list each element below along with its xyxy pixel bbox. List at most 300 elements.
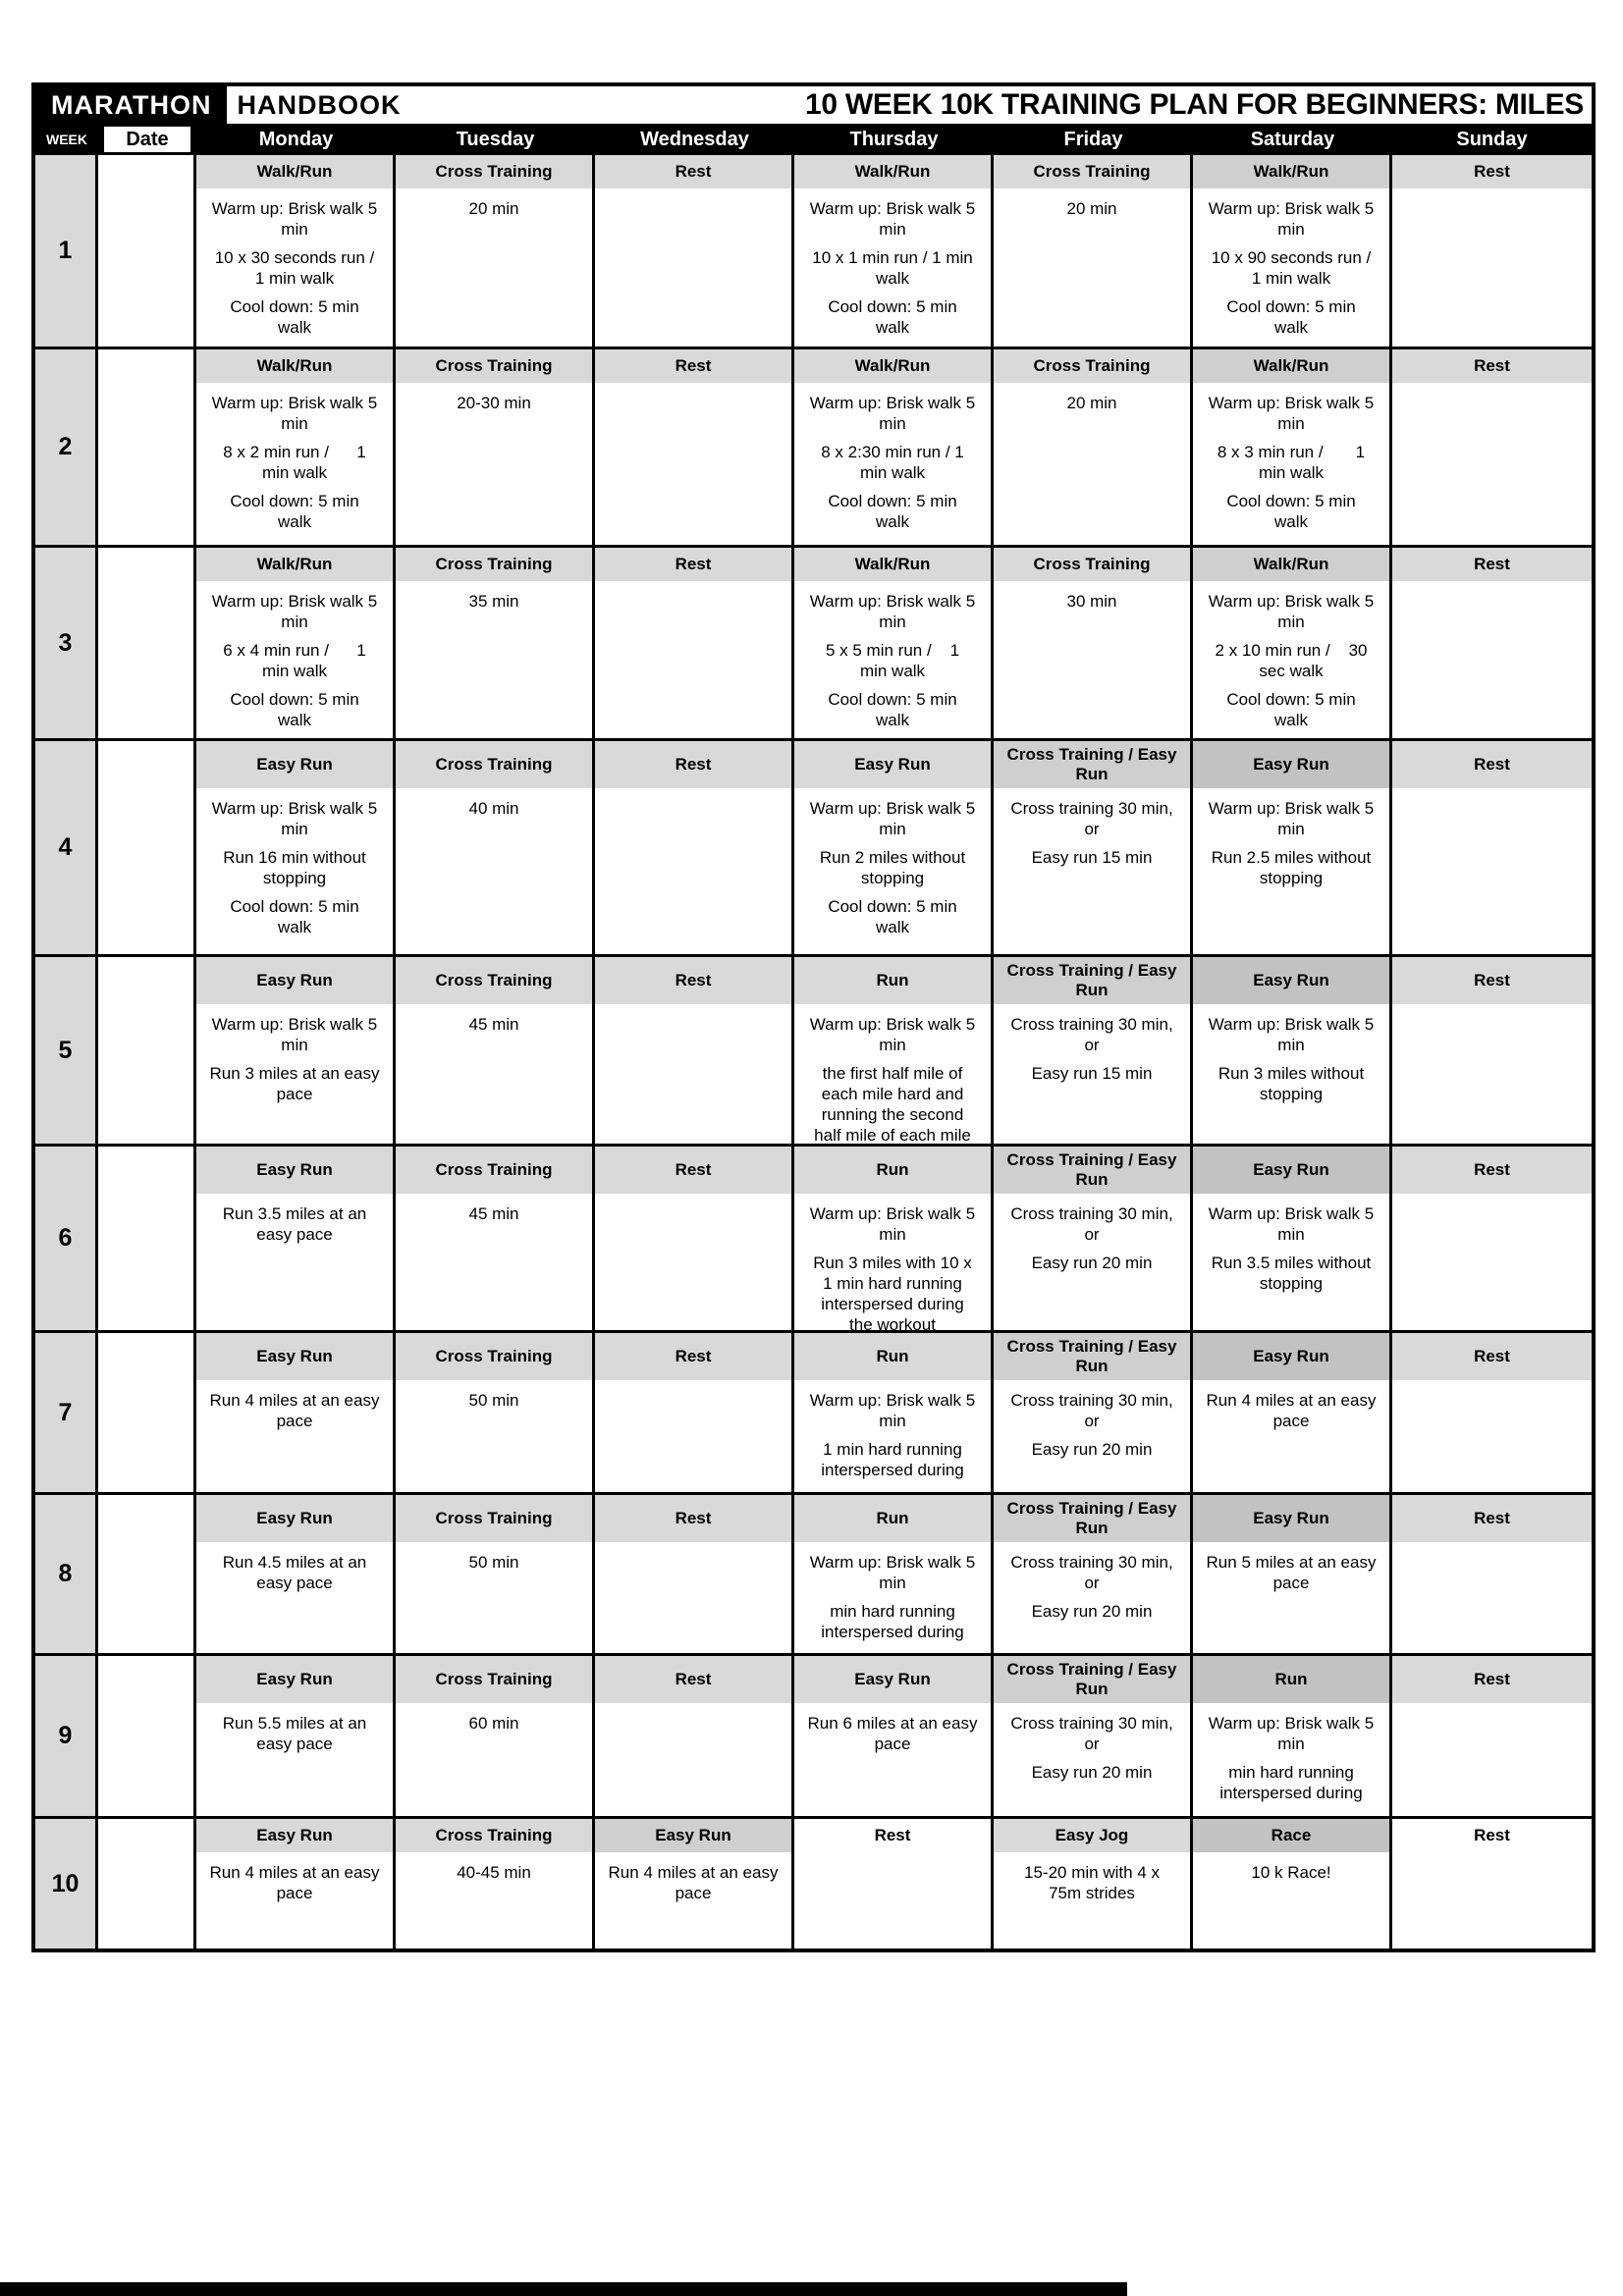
workout-line: min bbox=[879, 1574, 906, 1592]
date-label-box: Date bbox=[104, 127, 190, 152]
day-type-header: Easy Run bbox=[1193, 1495, 1389, 1542]
column-header-date bbox=[98, 127, 196, 152]
workout-line: walk bbox=[277, 918, 311, 936]
workout-line: 30 min bbox=[1066, 592, 1117, 611]
workout-paragraph bbox=[201, 1390, 388, 1431]
day-type-header: Cross Training / Easy Run bbox=[994, 1147, 1190, 1194]
workout-line: min hard running bbox=[1228, 1763, 1354, 1782]
day-type-header: Cross Training bbox=[994, 155, 1190, 188]
day-type-header: Walk/Run bbox=[1193, 349, 1389, 383]
workout-paragraph bbox=[401, 591, 587, 612]
day-cell-sunday bbox=[1392, 1147, 1592, 1330]
workout-paragraph bbox=[799, 1203, 986, 1245]
workout-paragraph bbox=[201, 640, 388, 681]
day-cell-saturday bbox=[1193, 1333, 1392, 1492]
day-cell-wednesday bbox=[595, 1147, 794, 1330]
logo-handbook: HANDBOOK bbox=[237, 89, 402, 120]
day-cell-monday bbox=[196, 349, 396, 545]
workout-line: min bbox=[879, 1412, 906, 1430]
day-type-header: Easy Run bbox=[1193, 957, 1389, 1004]
workout-line: easy pace bbox=[256, 1574, 333, 1592]
workout-line: Run 2 miles without bbox=[819, 848, 966, 867]
workout-line: min bbox=[879, 1225, 906, 1244]
day-type-header: Rest bbox=[1392, 1495, 1592, 1542]
workout-paragraph bbox=[1198, 1203, 1384, 1245]
workout-line: interspersed during bbox=[821, 1295, 964, 1313]
day-cell-sunday bbox=[1392, 1819, 1592, 1949]
workout-line: 1 min hard running bbox=[823, 1274, 962, 1293]
workout-line: Warm up: Brisk walk 5 bbox=[1208, 592, 1375, 611]
day-cell-tuesday bbox=[396, 1333, 595, 1492]
page-bottom-bar bbox=[0, 2282, 1127, 2296]
day-type-header: Run bbox=[794, 957, 991, 1004]
workout-content bbox=[1193, 788, 1389, 896]
workout-line: interspersed during bbox=[821, 1623, 964, 1641]
date-cell bbox=[98, 1495, 196, 1653]
workout-line: the workout bbox=[849, 1315, 936, 1330]
workout-line: min walk bbox=[261, 662, 328, 680]
workout-paragraph bbox=[1198, 1014, 1384, 1055]
workout-paragraph bbox=[999, 798, 1185, 839]
workout-paragraph bbox=[1198, 1713, 1384, 1754]
workout-content bbox=[196, 1004, 393, 1112]
workout-line: 10 k Race! bbox=[1251, 1863, 1331, 1882]
workout-line: min walk bbox=[859, 463, 926, 482]
day-type-header: Walk/Run bbox=[196, 155, 393, 188]
workout-line: Cool down: 5 min bbox=[828, 897, 957, 916]
workout-line: walk bbox=[1273, 318, 1308, 337]
workout-content bbox=[994, 1542, 1190, 1629]
day-type-header: Rest bbox=[595, 957, 791, 1004]
workout-line: Run 3.5 miles without bbox=[1211, 1254, 1372, 1272]
workout-content bbox=[396, 188, 592, 227]
workout-content bbox=[1193, 581, 1389, 738]
workout-line: Easy run 20 min bbox=[1031, 1602, 1153, 1621]
workout-paragraph bbox=[799, 591, 986, 632]
workout-line: min bbox=[281, 820, 308, 838]
workout-line: min bbox=[879, 820, 906, 838]
workout-paragraph bbox=[401, 198, 587, 219]
workout-paragraph bbox=[799, 393, 986, 434]
column-header-week: WEEK bbox=[46, 132, 87, 147]
day-cell-wednesday bbox=[595, 1819, 794, 1949]
workout-paragraph bbox=[201, 896, 388, 937]
workout-line: Cool down: 5 min bbox=[828, 690, 957, 709]
workout-content bbox=[1193, 1380, 1389, 1439]
day-cell-monday bbox=[196, 1495, 396, 1653]
day-type-header: Rest bbox=[1392, 1819, 1592, 1852]
workout-line: walk bbox=[277, 711, 311, 729]
workout-line: min bbox=[1277, 1225, 1305, 1244]
workout-line: 5 x 5 min run / 1 bbox=[825, 641, 960, 660]
workout-line: Warm up: Brisk walk 5 bbox=[211, 199, 378, 218]
day-type-header: Rest bbox=[1392, 349, 1592, 383]
workout-line: 10 x 1 min run / 1 min bbox=[812, 248, 973, 267]
workout-content bbox=[595, 1542, 791, 1544]
day-type-header: Walk/Run bbox=[794, 349, 991, 383]
day-type-header: Walk/Run bbox=[794, 155, 991, 188]
workout-paragraph bbox=[799, 798, 986, 839]
workout-content bbox=[196, 1380, 393, 1439]
day-type-header: Race bbox=[1193, 1819, 1389, 1852]
workout-line: Run 4 miles at an easy bbox=[209, 1863, 380, 1882]
workout-line: min bbox=[879, 1036, 906, 1054]
workout-line: sec walk bbox=[1259, 662, 1324, 680]
day-type-header: Rest bbox=[595, 1147, 791, 1194]
workout-paragraph bbox=[201, 1713, 388, 1754]
workout-line: Cross training 30 min, bbox=[1010, 1015, 1173, 1034]
day-cell-monday bbox=[196, 741, 396, 954]
workout-paragraph bbox=[201, 798, 388, 839]
workout-paragraph bbox=[401, 1203, 587, 1224]
workout-content bbox=[196, 788, 393, 945]
workout-content bbox=[595, 788, 791, 790]
workout-line: min bbox=[281, 220, 308, 239]
workout-line: Warm up: Brisk walk 5 bbox=[1208, 199, 1375, 218]
workout-line: 8 x 2 min run / 1 bbox=[223, 443, 366, 461]
workout-paragraph bbox=[1198, 296, 1384, 338]
day-cell-sunday bbox=[1392, 957, 1592, 1144]
workout-line: 50 min bbox=[468, 1553, 519, 1572]
workout-line: Run 6 miles at an easy bbox=[807, 1714, 978, 1733]
workout-line: min hard running bbox=[830, 1602, 955, 1621]
workout-line: Cool down: 5 min bbox=[828, 492, 957, 510]
workout-line: Easy run 20 min bbox=[1031, 1254, 1153, 1272]
day-cell-monday bbox=[196, 957, 396, 1144]
day-cell-sunday bbox=[1392, 741, 1592, 954]
workout-line: Warm up: Brisk walk 5 bbox=[809, 1553, 976, 1572]
column-header-wednesday: Wednesday bbox=[640, 128, 749, 150]
workout-paragraph bbox=[401, 798, 587, 819]
day-cell-sunday bbox=[1392, 1495, 1592, 1653]
day-type-header: Cross Training bbox=[396, 548, 592, 581]
workout-paragraph bbox=[999, 591, 1185, 612]
workout-paragraph bbox=[1198, 198, 1384, 240]
workout-content bbox=[994, 1004, 1190, 1092]
week-row bbox=[35, 349, 1592, 548]
week-row bbox=[35, 957, 1592, 1147]
workout-paragraph bbox=[999, 1552, 1185, 1593]
day-type-header: Rest bbox=[595, 1656, 791, 1703]
date-cell bbox=[98, 1819, 196, 1949]
day-type-header: Walk/Run bbox=[1193, 548, 1389, 581]
day-cell-saturday bbox=[1193, 957, 1392, 1144]
workout-content bbox=[595, 1194, 791, 1196]
column-header-sunday: Sunday bbox=[1456, 128, 1528, 150]
workout-paragraph bbox=[201, 393, 388, 434]
week-row bbox=[35, 1495, 1592, 1656]
workout-line: Run 16 min without bbox=[223, 848, 366, 867]
workout-paragraph bbox=[201, 591, 388, 632]
day-cell-friday bbox=[994, 1819, 1193, 1949]
day-type-header: Cross Training / Easy Run bbox=[994, 1333, 1190, 1380]
day-type-header: Run bbox=[794, 1147, 991, 1194]
day-cell-monday bbox=[196, 1819, 396, 1949]
week-row bbox=[35, 741, 1592, 957]
workout-content bbox=[595, 188, 791, 190]
workout-paragraph bbox=[1198, 1762, 1384, 1803]
workout-line: walk bbox=[875, 918, 909, 936]
day-cell-thursday bbox=[794, 741, 994, 954]
day-cell-monday bbox=[196, 1147, 396, 1330]
week-number-cell: 6 bbox=[35, 1147, 98, 1330]
workout-paragraph bbox=[999, 1390, 1185, 1431]
workout-line: pace bbox=[276, 1884, 313, 1902]
workout-content bbox=[396, 1852, 592, 1891]
workout-content bbox=[1193, 1852, 1389, 1891]
day-type-header: Easy Run bbox=[196, 1656, 393, 1703]
workout-line: walk bbox=[875, 269, 909, 288]
workout-line: stopping bbox=[860, 869, 925, 887]
workout-content bbox=[196, 1194, 393, 1253]
workout-paragraph bbox=[1198, 247, 1384, 289]
workout-line: 8 x 2:30 min run / 1 bbox=[821, 443, 964, 461]
workout-content bbox=[794, 1542, 991, 1650]
day-cell-sunday bbox=[1392, 1656, 1592, 1816]
workout-content bbox=[794, 1004, 991, 1144]
workout-line: Warm up: Brisk walk 5 bbox=[1208, 1204, 1375, 1223]
day-cell-thursday bbox=[794, 155, 994, 347]
workout-content bbox=[1392, 383, 1592, 385]
day-cell-saturday bbox=[1193, 1495, 1392, 1653]
workout-content bbox=[396, 581, 592, 619]
workout-paragraph bbox=[1198, 393, 1384, 434]
workout-line: Cool down: 5 min bbox=[1226, 690, 1356, 709]
workout-line: stopping bbox=[1259, 869, 1324, 887]
workout-line: 40-45 min bbox=[457, 1863, 531, 1882]
workout-content bbox=[794, 1703, 991, 1762]
day-type-header: Easy Jog bbox=[994, 1819, 1190, 1852]
workout-content bbox=[595, 1852, 791, 1911]
day-type-header: Cross Training bbox=[396, 1147, 592, 1194]
day-type-header: Rest bbox=[1392, 957, 1592, 1004]
workout-content bbox=[1392, 1380, 1592, 1382]
workout-content bbox=[1193, 188, 1389, 346]
workout-line: Warm up: Brisk walk 5 bbox=[211, 799, 378, 818]
day-cell-tuesday bbox=[396, 1819, 595, 1949]
day-cell-wednesday bbox=[595, 1495, 794, 1653]
workout-line: half mile of each mile bbox=[814, 1126, 971, 1144]
workout-content bbox=[994, 1194, 1190, 1281]
workout-content bbox=[196, 581, 393, 738]
date-cell bbox=[98, 1147, 196, 1330]
workout-line: interspersed during bbox=[821, 1461, 964, 1479]
workout-line: min bbox=[281, 414, 308, 433]
workout-paragraph bbox=[401, 1390, 587, 1411]
column-header-friday: Friday bbox=[1063, 128, 1123, 150]
workout-paragraph bbox=[999, 1601, 1185, 1622]
workout-paragraph bbox=[1198, 491, 1384, 532]
workout-line: min bbox=[281, 1036, 308, 1054]
day-type-header: Cross Training bbox=[994, 349, 1190, 383]
workout-line: min bbox=[879, 414, 906, 433]
workout-line: Cross training 30 min, bbox=[1010, 799, 1173, 818]
day-cell-sunday bbox=[1392, 349, 1592, 545]
workout-line: walk bbox=[277, 318, 311, 337]
day-type-header: Cross Training bbox=[994, 548, 1190, 581]
workout-line: pace bbox=[675, 1884, 712, 1902]
workout-content bbox=[994, 581, 1190, 619]
workout-paragraph bbox=[999, 198, 1185, 219]
training-plan-table bbox=[31, 82, 1596, 1952]
date-cell bbox=[98, 1656, 196, 1816]
workout-content bbox=[994, 188, 1190, 227]
workout-line: 20 min bbox=[1066, 394, 1117, 412]
workout-paragraph bbox=[799, 247, 986, 289]
workout-content bbox=[1392, 1004, 1592, 1006]
day-type-header: Rest bbox=[595, 349, 791, 383]
day-cell-friday bbox=[994, 1656, 1193, 1816]
week-row bbox=[35, 1656, 1592, 1819]
workout-paragraph bbox=[1198, 1063, 1384, 1104]
workout-line: walk bbox=[277, 512, 311, 531]
workout-line: or bbox=[1084, 1036, 1100, 1054]
day-cell-saturday bbox=[1193, 1656, 1392, 1816]
workout-content bbox=[994, 383, 1190, 421]
workout-line: 45 min bbox=[468, 1204, 519, 1223]
workout-line: 8 x 3 min run / 1 bbox=[1217, 443, 1366, 461]
workout-paragraph bbox=[401, 1552, 587, 1573]
day-type-header: Cross Training bbox=[396, 349, 592, 383]
workout-line: 1 min walk bbox=[1251, 269, 1331, 288]
day-type-header: Cross Training bbox=[396, 1656, 592, 1703]
workout-line: interspersed during bbox=[1219, 1784, 1363, 1802]
workout-paragraph bbox=[201, 296, 388, 338]
workout-content bbox=[396, 1542, 592, 1580]
week-number-cell: 5 bbox=[35, 957, 98, 1144]
workout-paragraph bbox=[799, 442, 986, 483]
workout-paragraph bbox=[1198, 1253, 1384, 1294]
workout-paragraph bbox=[799, 847, 986, 888]
workout-content bbox=[1392, 788, 1592, 790]
day-type-header: Cross Training bbox=[396, 1495, 592, 1542]
day-cell-monday bbox=[196, 1656, 396, 1816]
workout-paragraph bbox=[1198, 689, 1384, 730]
day-cell-wednesday bbox=[595, 1333, 794, 1492]
workout-content bbox=[1392, 1703, 1592, 1705]
workout-line: 35 min bbox=[468, 592, 519, 611]
day-cell-thursday bbox=[794, 548, 994, 738]
week-number-cell: 10 bbox=[35, 1819, 98, 1949]
day-cell-thursday bbox=[794, 1147, 994, 1330]
day-type-header: Easy Run bbox=[595, 1819, 791, 1852]
day-type-header: Rest bbox=[595, 741, 791, 788]
workout-content bbox=[196, 1852, 393, 1911]
day-type-header: Cross Training / Easy Run bbox=[994, 1495, 1190, 1542]
workout-line: Warm up: Brisk walk 5 bbox=[1208, 1015, 1375, 1034]
day-type-header: Rest bbox=[1392, 1656, 1592, 1703]
workout-paragraph bbox=[1198, 442, 1384, 483]
workout-line: stopping bbox=[1259, 1085, 1324, 1103]
workout-paragraph bbox=[1198, 847, 1384, 888]
workout-paragraph bbox=[999, 1203, 1185, 1245]
workout-paragraph bbox=[799, 1439, 986, 1480]
workout-line: Cool down: 5 min bbox=[230, 690, 359, 709]
workout-line: 45 min bbox=[468, 1015, 519, 1034]
day-cell-thursday bbox=[794, 957, 994, 1144]
workout-paragraph bbox=[799, 296, 986, 338]
week-row bbox=[35, 1333, 1592, 1495]
day-cell-monday bbox=[196, 155, 396, 347]
plan-body bbox=[35, 155, 1592, 1949]
day-cell-tuesday bbox=[396, 548, 595, 738]
day-cell-wednesday bbox=[595, 741, 794, 954]
workout-paragraph bbox=[1198, 798, 1384, 839]
workout-content bbox=[994, 1380, 1190, 1468]
workout-line: pace bbox=[276, 1412, 313, 1430]
workout-line: Warm up: Brisk walk 5 bbox=[211, 394, 378, 412]
workout-paragraph bbox=[999, 1014, 1185, 1055]
workout-line: or bbox=[1084, 820, 1100, 838]
workout-line: Warm up: Brisk walk 5 bbox=[809, 592, 976, 611]
workout-line: 15-20 min with 4 x bbox=[1024, 1863, 1160, 1882]
day-type-header: Rest bbox=[794, 1819, 991, 1852]
day-cell-wednesday bbox=[595, 1656, 794, 1816]
workout-paragraph bbox=[201, 1063, 388, 1104]
workout-content bbox=[196, 188, 393, 346]
day-type-header: Cross Training bbox=[396, 1819, 592, 1852]
day-cell-monday bbox=[196, 1333, 396, 1492]
day-type-header: Easy Run bbox=[794, 741, 991, 788]
workout-line: pace bbox=[874, 1735, 911, 1753]
workout-line: pace bbox=[1272, 1412, 1310, 1430]
day-cell-thursday bbox=[794, 1333, 994, 1492]
day-cell-saturday bbox=[1193, 349, 1392, 545]
workout-paragraph bbox=[799, 1601, 986, 1642]
workout-paragraph bbox=[1198, 1390, 1384, 1431]
workout-line: min bbox=[1277, 1036, 1305, 1054]
workout-line: min bbox=[1277, 414, 1305, 433]
workout-line: Easy run 15 min bbox=[1031, 848, 1153, 867]
workout-line: stopping bbox=[1259, 1274, 1324, 1293]
workout-paragraph bbox=[201, 689, 388, 730]
day-cell-monday bbox=[196, 548, 396, 738]
workout-line: stopping bbox=[262, 869, 327, 887]
workout-line: walk bbox=[875, 318, 909, 337]
workout-content bbox=[794, 383, 991, 540]
day-cell-friday bbox=[994, 741, 1193, 954]
day-cell-sunday bbox=[1392, 548, 1592, 738]
day-type-header: Run bbox=[1193, 1656, 1389, 1703]
day-type-header: Run bbox=[794, 1333, 991, 1380]
workout-line: 60 min bbox=[468, 1714, 519, 1733]
day-type-header: Easy Run bbox=[196, 1819, 393, 1852]
week-number-cell: 3 bbox=[35, 548, 98, 738]
day-type-header: Walk/Run bbox=[1193, 155, 1389, 188]
day-type-header: Easy Run bbox=[196, 741, 393, 788]
workout-line: 20 min bbox=[468, 199, 519, 218]
workout-paragraph bbox=[201, 1862, 388, 1903]
column-header-monday: Monday bbox=[258, 128, 334, 150]
week-row bbox=[35, 548, 1592, 741]
workout-line: Run 3 miles without bbox=[1217, 1064, 1365, 1083]
workout-line: walk bbox=[1273, 512, 1308, 531]
date-cell bbox=[98, 548, 196, 738]
workout-paragraph bbox=[799, 640, 986, 681]
day-type-header: Rest bbox=[595, 1333, 791, 1380]
day-type-header: Easy Run bbox=[794, 1656, 991, 1703]
workout-content bbox=[994, 788, 1190, 876]
day-type-header: Cross Training bbox=[396, 155, 592, 188]
workout-line: easy pace bbox=[256, 1735, 333, 1753]
workout-content bbox=[1193, 1703, 1389, 1811]
workout-paragraph bbox=[1198, 640, 1384, 681]
day-cell-saturday bbox=[1193, 155, 1392, 347]
column-header-thursday: Thursday bbox=[849, 128, 939, 150]
workout-content bbox=[994, 1703, 1190, 1790]
workout-line: min bbox=[1277, 220, 1305, 239]
workout-content bbox=[1193, 1542, 1389, 1601]
